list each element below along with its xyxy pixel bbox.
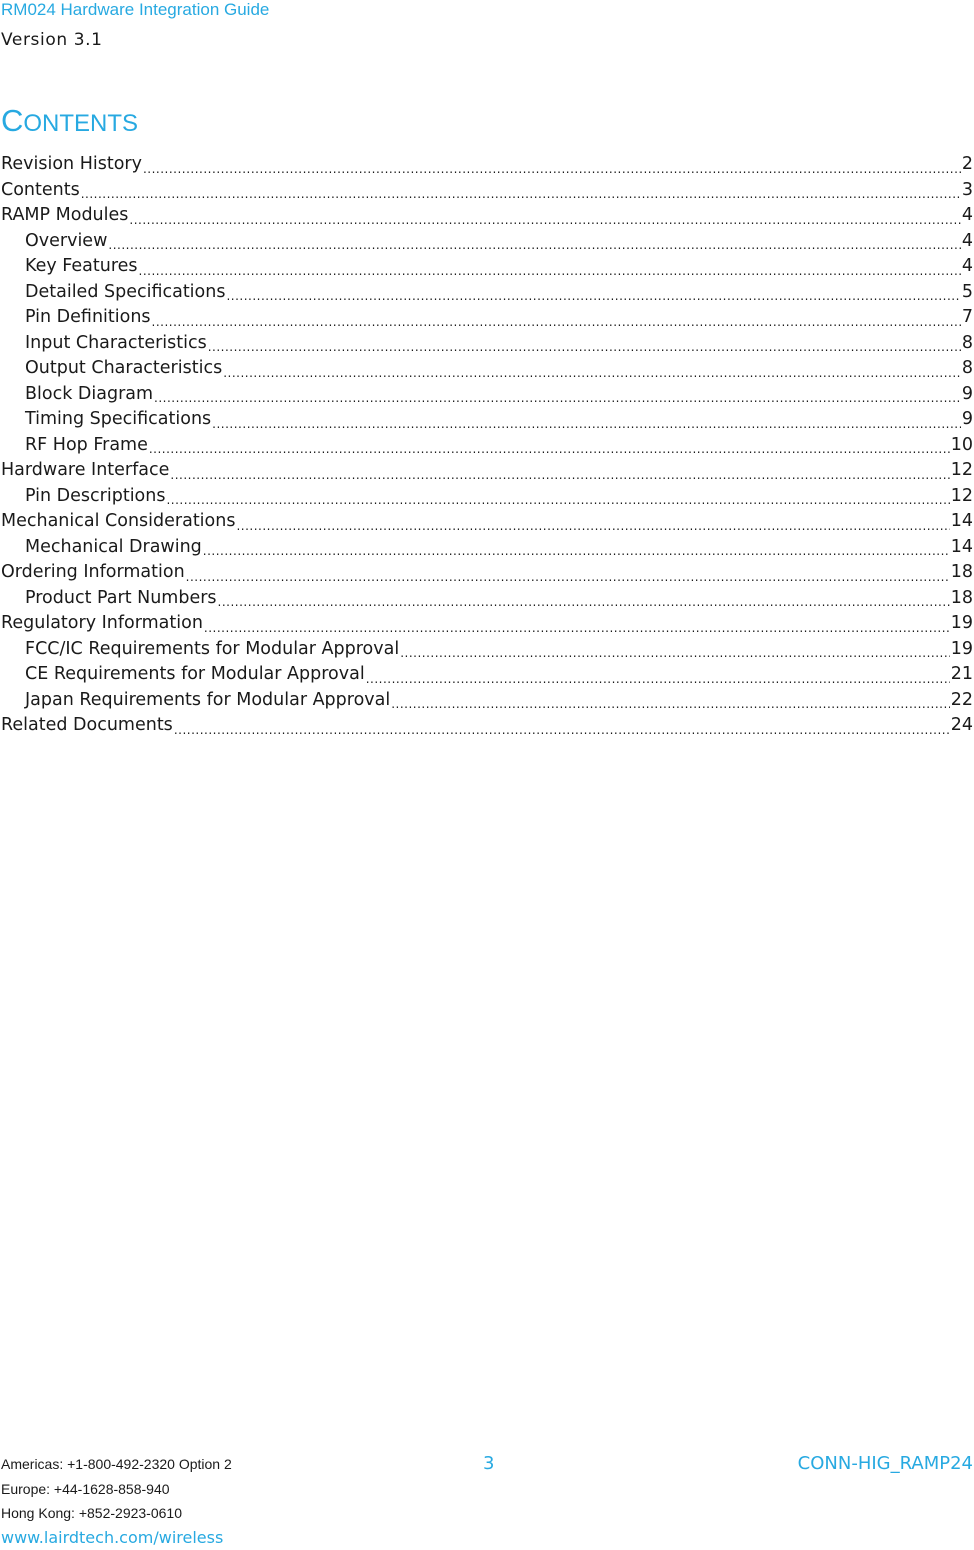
toc-entry-label: Mechanical Drawing: [25, 535, 202, 561]
toc-entry-label: Key Features: [25, 254, 138, 280]
toc-entry[interactable]: [0, 484, 974, 510]
toc-dot-leader: [186, 565, 950, 586]
toc-dot-leader: [204, 616, 950, 637]
toc-entry-page: 14: [951, 509, 973, 535]
website-link[interactable]: www.lairdtech.com/wireless: [1, 1526, 232, 1550]
toc-entry[interactable]: [0, 382, 974, 408]
toc-heading-rest: ONTENTS: [23, 110, 138, 137]
toc-entry[interactable]: [0, 509, 974, 535]
toc-entry-label: Pin Definitions: [25, 305, 151, 331]
table-of-contents: [0, 152, 974, 739]
toc-dot-leader: [152, 310, 961, 331]
toc-entry-label: Hardware Interface: [1, 458, 169, 484]
toc-entry-page: 12: [951, 484, 973, 510]
contact-hongkong: Hong Kong: +852-2923-0610: [1, 1501, 232, 1526]
toc-entry-label: Ordering Information: [1, 560, 185, 586]
toc-entry[interactable]: [0, 560, 974, 586]
toc-dot-leader: [400, 641, 950, 662]
toc-dot-leader: [174, 718, 950, 739]
toc-entry-page: 4: [962, 203, 973, 229]
toc-entry-label: Regulatory Information: [1, 611, 203, 637]
toc-entry-label: Japan Requirements for Modular Approval: [25, 688, 390, 714]
toc-entry-label: Timing Specifications: [25, 407, 211, 433]
toc-entry-page: 19: [951, 611, 973, 637]
toc-entry-label: Mechanical Considerations: [1, 509, 235, 535]
toc-entry-page: 19: [951, 637, 973, 663]
toc-entry-label: Pin Descriptions: [25, 484, 165, 510]
toc-entry[interactable]: [0, 433, 974, 459]
toc-entry-page: 8: [962, 331, 973, 357]
document-id: CONN-HIG_RAMP24: [798, 1452, 973, 1476]
toc-dot-leader: [108, 233, 960, 254]
toc-entry[interactable]: [0, 229, 974, 255]
toc-dot-leader: [223, 361, 961, 382]
toc-entry-page: 24: [951, 713, 973, 739]
toc-entry[interactable]: [0, 203, 974, 229]
toc-dot-leader: [154, 386, 961, 407]
footer-contacts: [1, 1452, 232, 1550]
toc-entry[interactable]: [0, 152, 974, 178]
toc-dot-leader: [81, 182, 961, 203]
toc-entry-label: Revision History: [1, 152, 142, 178]
contact-europe: Europe: +44-1628-858-940: [1, 1477, 232, 1502]
toc-dot-leader: [203, 539, 950, 560]
toc-entry[interactable]: [0, 458, 974, 484]
toc-entry-label: Block Diagram: [25, 382, 153, 408]
toc-dot-leader: [366, 667, 950, 688]
toc-entry-label: FCC/IC Requirements for Modular Approval: [25, 637, 399, 663]
toc-entry[interactable]: [0, 280, 974, 306]
toc-entry-page: 18: [951, 560, 973, 586]
toc-dot-leader: [143, 157, 961, 178]
toc-entry-page: 22: [951, 688, 973, 714]
toc-dot-leader: [212, 412, 961, 433]
toc-dot-leader: [226, 284, 960, 305]
page-number: 3: [483, 1452, 494, 1476]
toc-dot-leader: [208, 335, 961, 356]
toc-entry[interactable]: [0, 713, 974, 739]
document-version: Version 3.1: [1, 29, 103, 51]
toc-entry-page: 18: [951, 586, 973, 612]
toc-entry-page: 4: [962, 254, 973, 280]
toc-dot-leader: [129, 208, 960, 229]
toc-dot-leader: [149, 437, 950, 458]
toc-entry-label: Contents: [1, 178, 80, 204]
toc-entry[interactable]: [0, 178, 974, 204]
toc-entry-page: 21: [951, 662, 973, 688]
toc-entry-page: 9: [962, 382, 973, 408]
toc-entry[interactable]: [0, 637, 974, 663]
toc-entry[interactable]: [0, 611, 974, 637]
toc-entry[interactable]: [0, 254, 974, 280]
toc-entry[interactable]: [0, 688, 974, 714]
toc-entry-label: Overview: [25, 229, 107, 255]
toc-entry[interactable]: [0, 356, 974, 382]
toc-dot-leader: [391, 692, 950, 713]
toc-entry-page: 9: [962, 407, 973, 433]
toc-entry[interactable]: [0, 305, 974, 331]
toc-entry-page: 12: [951, 458, 973, 484]
toc-dot-leader: [218, 590, 950, 611]
toc-entry[interactable]: [0, 662, 974, 688]
toc-entry-label: RF Hop Frame: [25, 433, 148, 459]
toc-entry-page: 4: [962, 229, 973, 255]
toc-entry-page: 7: [962, 305, 973, 331]
toc-dot-leader: [236, 514, 949, 535]
toc-entry[interactable]: [0, 586, 974, 612]
toc-entry-label: RAMP Modules: [1, 203, 128, 229]
toc-entry-label: CE Requirements for Modular Approval: [25, 662, 365, 688]
toc-dot-leader: [166, 488, 949, 509]
toc-entry-label: Related Documents: [1, 713, 173, 739]
toc-entry[interactable]: [0, 535, 974, 561]
toc-entry-label: Product Part Numbers: [25, 586, 217, 612]
toc-dot-leader: [139, 259, 961, 280]
toc-heading: [1, 104, 138, 141]
toc-entry-page: 14: [951, 535, 973, 561]
toc-entry-page: 2: [962, 152, 973, 178]
toc-entry-page: 8: [962, 356, 973, 382]
toc-entry-label: Input Characteristics: [25, 331, 207, 357]
toc-entry-label: Detailed Specifications: [25, 280, 225, 306]
toc-entry[interactable]: [0, 407, 974, 433]
document-title: RM024 Hardware Integration Guide: [1, 0, 269, 20]
toc-entry-page: 5: [962, 280, 973, 306]
toc-entry-page: 10: [951, 433, 973, 459]
contact-americas: Americas: +1-800-492-2320 Option 2: [1, 1452, 232, 1477]
toc-dot-leader: [170, 463, 949, 484]
toc-entry-label: Output Characteristics: [25, 356, 222, 382]
toc-entry[interactable]: [0, 331, 974, 357]
toc-heading-initial: C: [1, 103, 23, 138]
toc-entry-page: 3: [962, 178, 973, 204]
